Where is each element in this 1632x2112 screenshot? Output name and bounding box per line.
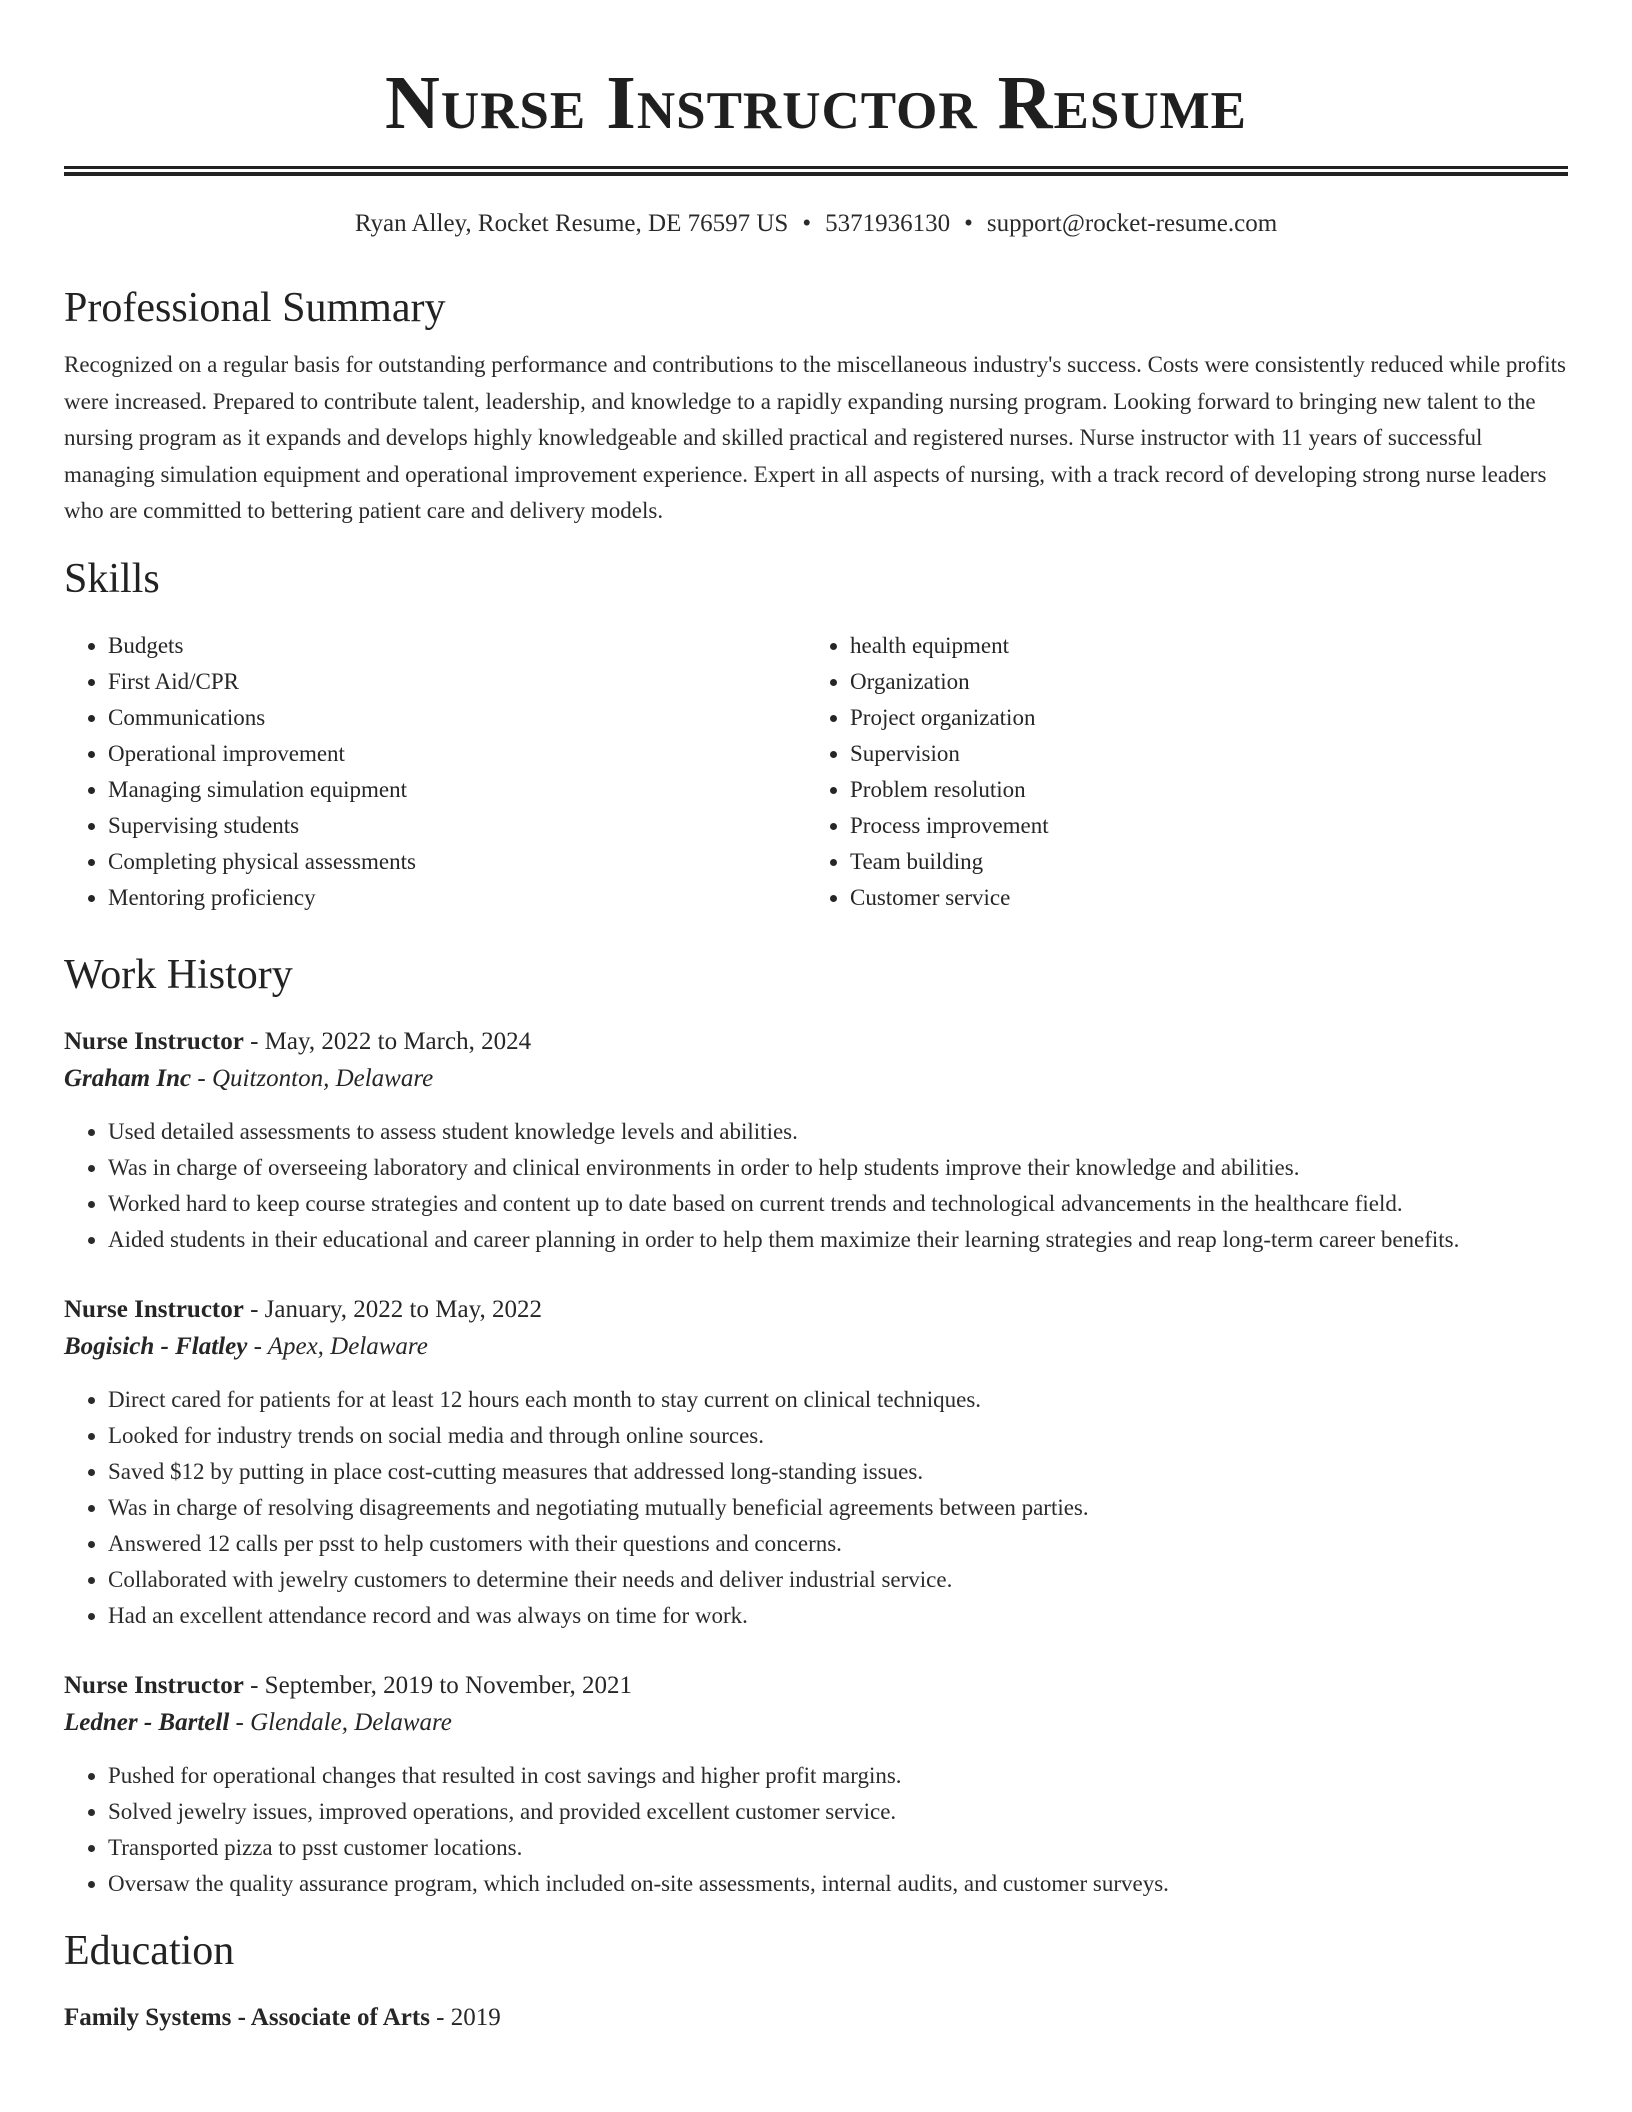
education-degree: Family Systems - Associate of Arts xyxy=(64,2003,430,2031)
job-duty: • Pushed for operational changes that resulted in cost savings and higher profit margins. xyxy=(108,1758,1568,1794)
job-title-line xyxy=(64,1292,1568,1328)
work-history-heading: Work History xyxy=(64,951,293,998)
company-line xyxy=(64,1328,1568,1366)
skill-item: • Customer service xyxy=(850,880,1566,916)
job-entry xyxy=(64,1668,1568,1902)
job-duty: • Transported pizza to psst customer locations. xyxy=(108,1830,1568,1866)
job-duty: • Direct cared for patients for at least 12 hours each month to stay current on clinical techniques. xyxy=(108,1382,1568,1418)
job-duties xyxy=(64,1114,1568,1258)
job-duty: • Aided students in their educational and career planning in order to help them maximize their learning strategies and reap long-term career benefits. xyxy=(108,1222,1568,1258)
job-title-line xyxy=(64,1024,1568,1060)
education-entry xyxy=(64,2000,1568,2036)
skill-item: • Process improvement xyxy=(850,808,1566,844)
skill-item: • Completing physical assessments xyxy=(108,844,806,880)
job-title: Nurse Instructor xyxy=(64,1671,244,1699)
skill-item: • Budgets xyxy=(108,628,806,664)
contact-separator: • xyxy=(964,210,973,237)
skill-item: • Organization xyxy=(850,664,1566,700)
contact-address: Ryan Alley, Rocket Resume, DE 76597 US xyxy=(354,210,789,237)
job-duty: • Had an excellent attendance record and was always on time for work. xyxy=(108,1598,1568,1634)
skill-item: • Operational improvement xyxy=(108,736,806,772)
skill-item: • health equipment xyxy=(850,628,1566,664)
skills-column-right xyxy=(806,628,1566,916)
job-duties xyxy=(64,1382,1568,1634)
contact-line xyxy=(64,207,1568,241)
job-entry xyxy=(64,1024,1568,1258)
skill-item: • Mentoring proficiency xyxy=(108,880,806,916)
job-title: Nurse Instructor xyxy=(64,1295,244,1323)
job-duty: • Used detailed assessments to assess student knowledge levels and abilities. xyxy=(108,1114,1568,1150)
company-location: - Glendale, Delaware xyxy=(229,1708,452,1736)
summary-text: Recognized on a regular basis for outstanding performance and contributions to the miscellaneous industry's success. Costs were consistently reduced while profits were increased. Prepared to contribute talent, leadership, and knowledge to a rapidly expanding nursing program. Looking forward to bringing new talent to the nursing program as it expands and develops highly knowledgeable and skilled practical and registered nurses. Nurse instructor with 11 years of successful managing simulation equipment and operational improvement experience. Expert in all aspects of nursing, with a track record of developing strong nurse leaders who are committed to bettering patient care and delivery models. xyxy=(64,352,1566,523)
company-line xyxy=(64,1060,1568,1098)
job-entry xyxy=(64,1292,1568,1634)
skills-list xyxy=(64,628,1568,916)
education-heading: Education xyxy=(64,1927,235,1974)
job-title: Nurse Instructor xyxy=(64,1027,244,1055)
skill-item: • Project organization xyxy=(850,700,1566,736)
skill-item: • First Aid/CPR xyxy=(108,664,806,700)
job-duty: • Collaborated with jewelry customers to determine their needs and deliver industrial service. xyxy=(108,1562,1568,1598)
skill-item: • Supervision xyxy=(850,736,1566,772)
company-location: - Apex, Delaware xyxy=(247,1332,428,1360)
resume-title: Nurse Instructor Resume xyxy=(384,61,1248,145)
job-duty: • Was in charge of overseeing laboratory and clinical environments in order to help students improve their knowledge and abilities. xyxy=(108,1150,1568,1186)
skill-item: • Communications xyxy=(108,700,806,736)
job-duty: • Saved $12 by putting in place cost-cutting measures that addressed long-standing issues. xyxy=(108,1454,1568,1490)
job-dates: - September, 2019 to November, 2021 xyxy=(243,1671,633,1699)
title-double-rule xyxy=(64,166,1568,176)
contact-phone: 5371936130 xyxy=(825,210,951,237)
company-name: Graham Inc xyxy=(64,1064,192,1092)
contact-separator: • xyxy=(802,210,812,237)
job-duty: • Oversaw the quality assurance program, which included on-site assessments, internal audits, and customer surveys. xyxy=(108,1866,1568,1902)
company-location: - Quitzonton, Delaware xyxy=(191,1064,434,1092)
skills-column-left xyxy=(64,628,806,916)
skill-item: • Supervising students xyxy=(108,808,806,844)
job-title-line xyxy=(64,1668,1568,1704)
job-duty: • Answered 12 calls per psst to help customers with their questions and concerns. xyxy=(108,1526,1568,1562)
summary-heading: Professional Summary xyxy=(64,285,446,331)
job-duty: • Solved jewelry issues, improved operations, and provided excellent customer service. xyxy=(108,1794,1568,1830)
education-year: - 2019 xyxy=(429,2003,501,2031)
company-name: Ledner - Bartell xyxy=(64,1708,230,1736)
contact-email: support@rocket-resume.com xyxy=(986,210,1278,237)
job-duty: • Was in charge of resolving disagreements and negotiating mutually beneficial agreements between parties. xyxy=(108,1490,1568,1526)
job-duty: • Looked for industry trends on social media and through online sources. xyxy=(108,1418,1568,1454)
skill-item: • Managing simulation equipment xyxy=(108,772,806,808)
company-line xyxy=(64,1704,1568,1742)
skills-heading: Skills xyxy=(64,555,160,602)
job-duties xyxy=(64,1758,1568,1902)
job-dates: - May, 2022 to March, 2024 xyxy=(243,1027,532,1055)
skill-item: • Problem resolution xyxy=(850,772,1566,808)
job-dates: - January, 2022 to May, 2022 xyxy=(243,1295,542,1323)
skill-item: • Team building xyxy=(850,844,1566,880)
company-name: Bogisich - Flatley xyxy=(64,1332,248,1360)
job-duty: • Worked hard to keep course strategies and content up to date based on current trends and technological advancements in the healthcare field. xyxy=(108,1186,1568,1222)
